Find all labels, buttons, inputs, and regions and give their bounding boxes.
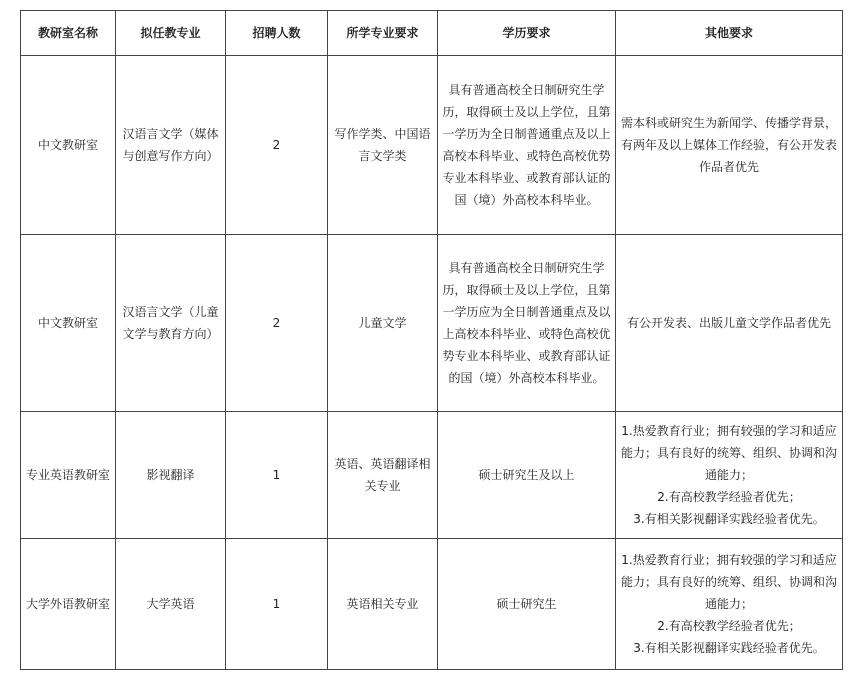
- major-cell: [116, 56, 226, 235]
- office-cell: 中文教研室: [21, 235, 116, 412]
- major-line: 文学与教育方向）: [122, 327, 219, 341]
- other-line: 2.有高校教学经验者优先；: [657, 490, 801, 504]
- other-line: 3.有相关影视翻译实践经验者优先。: [633, 512, 825, 526]
- other-line: 1.热爱教育行业；拥有较强的学习和适应: [621, 553, 837, 567]
- major-cell: [116, 539, 226, 670]
- field-line: 言文学类: [358, 149, 407, 163]
- other-cell: [616, 56, 843, 235]
- education-cell: [438, 539, 616, 670]
- education-line: 专业本科毕业、或教育部认证的: [442, 171, 611, 185]
- education-line: 一学历为全日制普通重点及以上: [442, 127, 611, 141]
- count-cell: 1: [226, 412, 328, 539]
- other-line: 有两年及以上媒体工作经验，有公开发表: [620, 138, 837, 152]
- other-line: 能力；具有良好的统筹、组织、协调和沟: [620, 575, 837, 589]
- other-cell: [616, 235, 843, 412]
- office-cell: 中文教研室: [21, 56, 116, 235]
- table-row: [21, 539, 843, 670]
- major-line: 大学英语: [146, 597, 195, 611]
- major-line: 汉语言文学（媒体: [122, 127, 219, 141]
- field-cell: [328, 235, 438, 412]
- education-line: 势专业本科毕业、或教育部认证: [442, 349, 611, 363]
- office-cell: 专业英语教研室: [21, 412, 116, 539]
- major-line: 影视翻译: [146, 468, 195, 482]
- education-line: 具有普通高校全日制研究生学: [448, 83, 605, 97]
- major-cell: [116, 412, 226, 539]
- header-field: 所学专业要求: [328, 11, 438, 56]
- table-row: [21, 56, 843, 235]
- education-cell: [438, 56, 616, 235]
- header-major: 拟任教专业: [116, 11, 226, 56]
- header-office: 教研室名称: [21, 11, 116, 56]
- field-line: 写作学类、中国语: [334, 127, 431, 141]
- office-cell: 大学外语教研室: [21, 539, 116, 670]
- field-line: 儿童文学: [358, 316, 407, 330]
- major-line: 与创意写作方向）: [122, 149, 219, 163]
- other-line: 作品者优先: [698, 160, 759, 174]
- education-line: 历，取得硕士及以上学位，且第: [442, 105, 611, 119]
- education-line: 硕士研究生及以上: [478, 468, 575, 482]
- table-row: [21, 235, 843, 412]
- other-line: 需本科或研究生为新闻学、传播学背景，: [620, 116, 837, 130]
- field-cell: [328, 56, 438, 235]
- major-line: 汉语言文学（儿童: [122, 305, 219, 319]
- header-row: [21, 11, 843, 56]
- education-line: 历，取得硕士及以上学位，且第: [442, 283, 611, 297]
- other-line: 1.热爱教育行业；拥有较强的学习和适应: [621, 424, 837, 438]
- field-cell: [328, 539, 438, 670]
- header-education: 学历要求: [438, 11, 616, 56]
- other-line: 能力；具有良好的统筹、组织、协调和沟: [620, 446, 837, 460]
- major-cell: [116, 235, 226, 412]
- education-line: 国（境）外高校本科毕业。: [454, 193, 599, 207]
- other-line: 通能力；: [704, 468, 753, 482]
- other-line: 通能力；: [704, 597, 753, 611]
- field-line: 关专业: [364, 479, 401, 493]
- count-cell: 1: [226, 539, 328, 670]
- field-line: 英语、英语翻译相: [334, 457, 431, 471]
- other-line: 3.有相关影视翻译实践经验者优先。: [633, 641, 825, 655]
- education-line: 高校本科毕业、或特色高校优势: [442, 149, 611, 163]
- education-cell: [438, 235, 616, 412]
- other-cell: [616, 412, 843, 539]
- education-line: 上高校本科毕业、或特色高校优: [442, 327, 611, 341]
- header-count: 招聘人数: [226, 11, 328, 56]
- field-cell: [328, 412, 438, 539]
- education-line: 的国（境）外高校本科毕业。: [448, 371, 605, 385]
- field-line: 英语相关专业: [346, 597, 419, 611]
- education-cell: [438, 412, 616, 539]
- education-line: 具有普通高校全日制研究生学: [448, 261, 605, 275]
- other-cell: [616, 539, 843, 670]
- education-line: 硕士研究生: [496, 597, 557, 611]
- header-other: 其他要求: [616, 11, 843, 56]
- recruitment-table: [20, 10, 843, 670]
- other-line: 2.有高校教学经验者优先；: [657, 619, 801, 633]
- count-cell: 2: [226, 235, 328, 412]
- table-row: [21, 412, 843, 539]
- other-line: 有公开发表、出版儿童文学作品者优先: [626, 316, 831, 330]
- education-line: 一学历应为全日制普通重点及以: [442, 305, 611, 319]
- count-cell: 2: [226, 56, 328, 235]
